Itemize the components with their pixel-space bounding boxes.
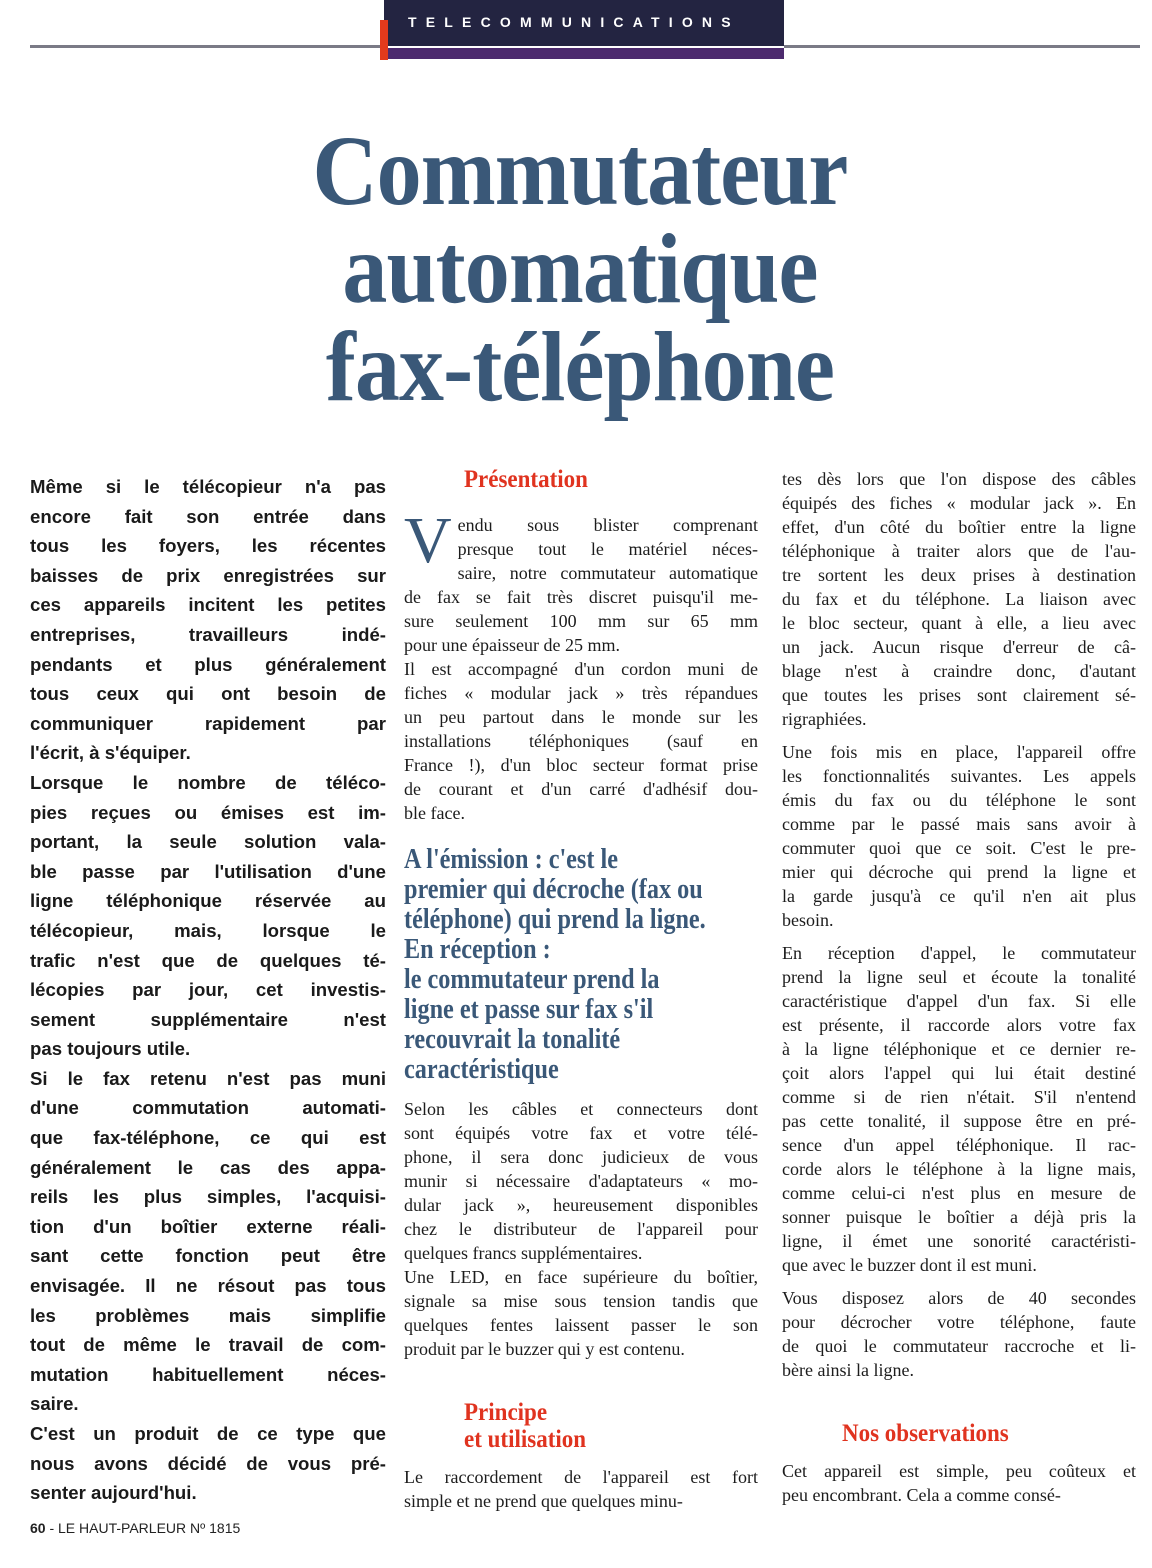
text-line: munir si nécessaire d'adaptateurs « mo-: [404, 1171, 758, 1191]
text-line: chez le distributeur de l'appareil pour: [404, 1219, 758, 1239]
text-line: pas toujours utile.: [30, 1038, 191, 1060]
text-line: que toutes les prises sont clairement sé-: [782, 685, 1136, 705]
text-line: entreprises, travailleurs indé-: [30, 623, 386, 645]
text-line: baisses de prix enregistrées sur: [30, 564, 386, 586]
paragraph: [782, 1459, 1136, 1507]
text-line: à la ligne téléphonique et ce dernier re-: [782, 1039, 1136, 1059]
text-line: lécopies par jour, cet investis-: [30, 979, 386, 1001]
text-line: Cet appareil est simple, peu coûteux et: [782, 1461, 1136, 1481]
text-line: ble face.: [404, 803, 465, 823]
paragraph: [782, 467, 1136, 731]
text-line: pas cette tonalité, il suppose être en pré-: [782, 1111, 1136, 1131]
paragraph: [404, 1465, 758, 1513]
text-line: ble passe par l'utilisation d'une: [30, 860, 386, 882]
intro-paragraph: [30, 472, 386, 768]
paragraph: [404, 1097, 758, 1265]
text-line: Vous disposez alors de 40 secondes: [782, 1288, 1136, 1308]
article-title: Commutateur automatique fax-téléphone: [312, 115, 848, 422]
text-line: dular jack », heureusement disponibles: [404, 1195, 758, 1215]
text-line: endu sous blister comprenant: [457, 515, 758, 535]
text-line: comme celui-ci n'est plus en mesure de: [782, 1183, 1136, 1203]
text-line: effet, d'un côté du boîtier entre la ligne: [782, 517, 1136, 537]
text-line: ces appareils incitent les petites: [30, 594, 386, 616]
text-line: que fax-téléphone, ce qui est: [30, 1127, 386, 1149]
intro-paragraph: [30, 1064, 386, 1419]
paragraph: [404, 1265, 758, 1361]
text-line: la garde jusqu'à ce qu'il n'en ait plus: [782, 886, 1136, 906]
text-line: sement supplémentaire n'est: [30, 1008, 386, 1030]
text-line: de fax se fait très discret puisqu'il me-: [404, 587, 758, 607]
text-line: besoin.: [782, 910, 834, 930]
text-line: sure seulement 100 mm sur 65 mm: [404, 611, 758, 631]
text-line: sence d'un appel téléphonique. Il rac-: [782, 1135, 1136, 1155]
text-line: de quoi le commutateur raccroche et li-: [782, 1336, 1136, 1356]
text-line: ligne, il émet une sonorité caractéristi-: [782, 1231, 1136, 1251]
intro-column: [30, 472, 386, 1508]
section-banner-accent: [380, 20, 388, 60]
text-line: portant, la seule solution vala-: [30, 831, 386, 853]
publication-name: - LE HAUT-PARLEUR Nº 1815: [45, 1520, 241, 1536]
text-line: un peu partout dans le monde sur les: [404, 707, 758, 727]
text-line: de courant et d'un carré d'adhésif dou-: [404, 779, 758, 799]
text-line: signale sa mise sous tension tandis que: [404, 1291, 758, 1311]
text-line: prend la ligne seul et écoute la tonalité: [782, 967, 1136, 987]
text-line: peu encombrant. Cela a comme consé-: [782, 1485, 1061, 1505]
column-3: [782, 467, 1136, 1516]
header-rule-left: [30, 45, 382, 48]
text-line: généralement le cas des appa-: [30, 1156, 386, 1178]
text-line: Une LED, en face supérieure du boîtier,: [404, 1267, 758, 1287]
text-line: tes dès lors que l'on dispose des câbles: [782, 469, 1136, 489]
text-line: d'une commutation automati-: [30, 1097, 386, 1119]
heading-presentation: Présentation: [464, 466, 588, 493]
text-line: çoit alors l'appel qui lui était destiné: [782, 1063, 1136, 1083]
text-line: rigraphiées.: [782, 709, 867, 729]
text-line: quelques francs supplémentaires.: [404, 1243, 643, 1263]
text-line: l'écrit, à s'équiper.: [30, 742, 191, 764]
text-line: mier qui décroche qui prend la ligne et: [782, 862, 1136, 882]
header-rule-right: [784, 45, 1140, 48]
callout-heading: A l'émission : c'est le premier qui décroche (fax ou téléphone) qui prend la ligne. En réception : le commutateur prend la ligne et passe sur fax s'il recouvrait la tonalité caractéristique: [404, 844, 706, 1085]
text-line: saire, notre commutateur automatique: [457, 563, 758, 583]
intro-paragraph: [30, 768, 386, 1064]
paragraph: [404, 504, 758, 657]
text-line: trafic n'est que de quelques té-: [30, 949, 386, 971]
text-line: est présente, il raccorde alors votre fax: [782, 1015, 1136, 1035]
text-line: sonner puisque le boîtier a déjà pris la: [782, 1207, 1136, 1227]
text-line: senter aujourd'hui.: [30, 1482, 197, 1504]
text-line: mutation habituellement néces-: [30, 1363, 386, 1385]
section-banner-band: [384, 48, 784, 59]
paragraph: [782, 941, 1136, 1277]
paragraph: [782, 1286, 1136, 1382]
text-line: ligne téléphonique réservée au: [30, 890, 386, 912]
text-line: communiquer rapidement par: [30, 712, 386, 734]
text-line: encore fait son entrée dans: [30, 505, 386, 527]
text-line: équipés des fiches « modular jack ». En: [782, 493, 1136, 513]
text-line: installations téléphoniques (sauf en: [404, 731, 758, 751]
text-line: émis du fax ou du téléphone le sont: [782, 790, 1136, 810]
text-line: En réception d'appel, le commutateur: [782, 943, 1136, 963]
text-line: Lorsque le nombre de téléco-: [30, 771, 386, 793]
text-line: caractéristique d'appel d'un fax. Si elle: [782, 991, 1136, 1011]
text-line: téléphonique à traiter alors que de l'au-: [782, 541, 1136, 561]
text-line: tout de même le travail de com-: [30, 1334, 386, 1356]
text-line: phone, il sera donc judicieux de vous: [404, 1147, 758, 1167]
text-line: sont équipés votre fax et votre télé-: [404, 1123, 758, 1143]
text-line: sant cette fonction peut être: [30, 1245, 386, 1267]
text-line: Il est accompagné d'un cordon muni de: [404, 659, 758, 679]
text-line: pendants et plus généralement: [30, 653, 386, 675]
text-line: comme si de rien n'était. S'il n'entend: [782, 1087, 1136, 1107]
text-line: les problèmes mais simplifie: [30, 1304, 386, 1326]
text-line: Une fois mis en place, l'appareil offre: [782, 742, 1136, 762]
text-line: comme par le passé mais sans avoir à: [782, 814, 1136, 834]
text-line: que avec le buzzer dont il est muni.: [782, 1255, 1037, 1275]
page-number: 60: [30, 1520, 46, 1536]
text-line: un jack. Aucun risque d'erreur de câ-: [782, 637, 1136, 657]
text-line: blage n'est à craindre donc, d'autant: [782, 661, 1136, 681]
text-line: quelques fentes laissent passer le son: [404, 1315, 758, 1335]
text-line: du fax et du téléphone. La liaison avec: [782, 589, 1136, 609]
text-line: corde alors le téléphone à la ligne mais,: [782, 1159, 1136, 1179]
text-line: envisagée. Il ne résout pas tous: [30, 1275, 386, 1297]
text-line: Selon les câbles et connecteurs dont: [404, 1099, 758, 1119]
text-line: commuter quoi que ce soit. C'est le pre-: [782, 838, 1136, 858]
text-line: les fonctionnalités suivantes. Les appels: [782, 766, 1136, 786]
text-line: tous les foyers, les récentes: [30, 535, 386, 557]
text-line: pour décrocher votre téléphone, faute: [782, 1312, 1136, 1332]
text-line: Si le fax retenu n'est pas muni: [30, 1067, 386, 1089]
text-line: bère ainsi la ligne.: [782, 1360, 914, 1380]
text-line: le bloc secteur, quant à elle, a lieu avec: [782, 613, 1136, 633]
column-2: [404, 466, 758, 1522]
heading-observations: Nos observations: [842, 1420, 1009, 1447]
text-line: saire.: [30, 1393, 79, 1415]
text-line: Le raccordement de l'appareil est fort: [404, 1467, 758, 1487]
text-line: produit par le buzzer qui y est contenu.: [404, 1339, 685, 1359]
text-line: tion d'un boîtier externe réali-: [30, 1215, 386, 1237]
text-line: Même si le télécopieur n'a pas: [30, 476, 386, 497]
text-line: reils les plus simples, l'acquisi-: [30, 1186, 386, 1208]
text-line: fiches « modular jack » très répandues: [404, 683, 758, 703]
text-line: pies reçues ou émises est im-: [30, 801, 386, 823]
drop-cap: V: [404, 504, 452, 577]
text-line: tous ceux qui ont besoin de: [30, 683, 386, 705]
text-line: simple et ne prend que quelques minu-: [404, 1491, 683, 1511]
text-line: télécopieur, mais, lorsque le: [30, 919, 386, 941]
text-line: tre sortent les deux prises à destination: [782, 565, 1136, 585]
heading-principe: Principe et utilisation: [464, 1399, 587, 1453]
section-label: TELECOMMUNICATIONS: [408, 14, 740, 30]
text-line: nous avons décidé de vous pré-: [30, 1452, 386, 1474]
paragraph: [404, 657, 758, 825]
text-line: France !), d'un bloc secteur format prise: [404, 755, 758, 775]
page-footer: [30, 1520, 240, 1536]
paragraph: [782, 740, 1136, 932]
text-line: presque tout le matériel néces-: [457, 539, 758, 559]
text-line: pour une épaisseur de 25 mm.: [404, 635, 620, 655]
text-line: C'est un produit de ce type que: [30, 1423, 386, 1444]
intro-paragraph: [30, 1419, 386, 1508]
